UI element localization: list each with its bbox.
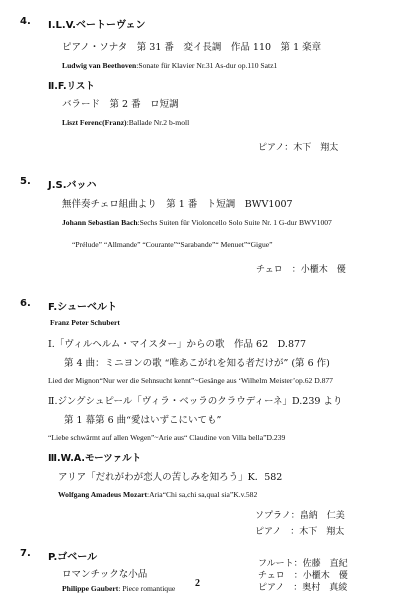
work-title: :Ballade Nr.2 b-moll: [126, 118, 190, 127]
section-4-performer: ピアノ：木下 翔太: [258, 143, 339, 153]
work-title: :Sonate für Klavier Nr.31 As-dur op.110 Satz1: [136, 61, 278, 70]
composer-name: Wolfgang Amadeus Mozart: [58, 490, 148, 499]
section-6-performer-2: ピアノ ：木下 翔太: [255, 527, 345, 537]
composer-name: Liszt Ferenc(Franz): [62, 118, 127, 127]
section-6-item2-sub: 第 1 幕第 6 曲“愛はいずこにいても”: [64, 415, 222, 426]
composer-name: Philippe Gaubert: [62, 584, 119, 593]
section-7-title: P.ゴベール: [48, 552, 98, 563]
section-7-work-en: [62, 584, 175, 593]
work-title: :Sechs Suiten für Violoncello Solo Suite Nr. 1 G-dur BWV1007: [137, 218, 332, 227]
section-7-number: 7.: [20, 548, 31, 559]
section-5-work-en: [62, 218, 332, 227]
composer-name: Ludwig van Beethoven: [62, 61, 137, 70]
section-4-work2-en: [62, 118, 189, 127]
section-6-performer-1: ソプラノ：畠納 仁美: [255, 511, 345, 521]
section-6-composer-en: [50, 318, 120, 327]
work-title: :Aria“Chi sa,chi sa,qual sia”K.v.582: [147, 490, 258, 499]
section-6-title: F.シューベルト: [48, 302, 117, 313]
section-7-performer-3: ピアノ ：奥村 真綾: [258, 583, 348, 593]
section-6-number: 6.: [20, 298, 31, 309]
section-7-performer-1: フルート：佐藤 直紀: [258, 559, 348, 569]
section-6-item1-en: Lied der Mignon“Nur wer die Sehnsucht kennt”~Gesänge aus ‘Wilhelm Meister’op.62 D.877: [48, 376, 333, 385]
section-4-number: 4.: [20, 16, 31, 27]
section-5-performer: チェロ ：小櫃木 優: [256, 265, 346, 275]
section-7-performer-2: チェロ ：小櫃木 優: [258, 571, 348, 581]
section-6-item2-en: “Liebe schwärmt auf allen Wegen”~Arie aus“ Claudine von Villa bella”D.239: [48, 433, 286, 442]
section-5-work-ja: 無伴奏チェロ組曲より 第 1 番 ト短調 BWV1007: [62, 199, 293, 210]
section-4-work-ja: ピアノ・ソナタ 第 31 番 変イ長調 作品 110 第 1 楽章: [62, 42, 322, 53]
section-5-number: 5.: [20, 176, 31, 187]
section-6-subheading: Ⅲ.W.A.モーツァルト: [48, 453, 142, 464]
section-6-item1: Ⅰ.「ヴィルヘルム・マイスター」からの歌 作品 62 D.877: [48, 339, 307, 350]
section-5-title: J.S.バッハ: [48, 180, 97, 191]
work-title: : Piece romantique: [118, 584, 176, 593]
composer-name: Franz Peter Schubert: [50, 318, 120, 327]
section-6-item1-sub: 第 4 曲：ミニヨンの歌 “唯あこがれを知る者だけが” (第 6 作): [64, 358, 330, 369]
section-4-title: Ⅰ.L.V.ベートーヴェン: [48, 20, 146, 31]
section-6-item3: アリア「だれがわが恋人の苦しみを知ろう」K．582: [58, 472, 283, 483]
section-5-movements: “Prélude” “Allmande” “Courante”“Sarabande”“ Menuet”“Gigue”: [72, 240, 273, 249]
section-7-work-ja: ロマンチックな小品: [62, 569, 148, 580]
section-4-work2-ja: バラード 第 2 番 ロ短調: [62, 99, 179, 110]
page-number: 2: [195, 578, 200, 589]
section-6-item3-en: [58, 490, 257, 499]
section-6-item2: Ⅱ.ジングシュピール「ヴィラ・ベッラのクラウディーネ」D.239 より: [48, 396, 343, 407]
composer-name: Johann Sebastian Bach: [62, 218, 138, 227]
section-4-work-en: [62, 61, 277, 70]
section-4-subheading: Ⅱ.F.リスト: [48, 81, 95, 92]
